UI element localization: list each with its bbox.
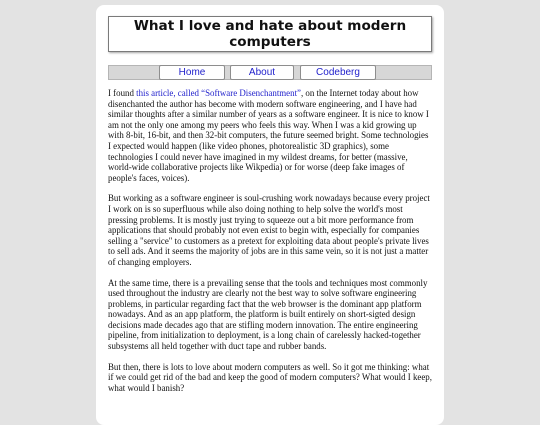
paragraph-1-rest: , on the Internet today about how disenchanted the author has become with modern software engineering, and I have had similar thoughts after a similar number of years as a software engineer. It is nice to know I am not the only one among my peers who feels this way. When I was a kid growing up with 8-bit, 16-bit, and then 32-bit computers, the future seemed bright. Some technologies I expected would happen (like video phones, photorealistic 3D graphics), some technologies I could never have imagined in my wildest dreams, for better (massive, world-wide collaborative projects like Wikpedia) or for worse (deep fake images of people's faces, voices). xyxy=(108,88,429,183)
paragraph-1-lead: I found xyxy=(108,88,137,98)
article-paragraph-4: But then, there is lots to love about modern computers as well. So it got me thinking: what if we could get rid of the bad and keep the good of modern computers? What would I keep, what would I banish? xyxy=(108,361,432,393)
article-paragraph-2: But working as a software engineer is soul-crushing work nowadays because every project I work on is so superfluous while also doing nothing to help solve the world's most pressing problems. It is mostly just trying to squeeze out a bit more performance from applications that should probably not even exist to begin with, especially for companies selling a "service" to customers as a pretext for exploiting data about people's private lives to sell ads. And it seems the majority of jobs are in this same vein, so it is not just a matter of changing employers. xyxy=(108,193,430,267)
software-disenchantment-link[interactable]: this article, called “Software Disenchantment” xyxy=(136,88,301,98)
nav-about-button[interactable]: About xyxy=(230,65,294,80)
page-title: What I love and hate about modern computers xyxy=(133,18,407,50)
nav-codeberg-button[interactable]: Codeberg xyxy=(300,65,376,80)
nav-bar xyxy=(108,65,432,80)
nav-home-button[interactable]: Home xyxy=(159,65,225,80)
title-box xyxy=(108,16,432,52)
article-paragraph-3: At the same time, there is a prevailing sense that the tools and techniques most commonly used throughout the industry are clearly not the best way to solve software engineering problems, in particular regarding fact that the web browser is the dominant app platform nowadays. And as an app platform, the platform is built entirely on short-sigted design decisions made decades ago that are stifling modern innovation. The entire engineering pipeline, from initialization to deployment, is a long chain of carelessly hacked-together subsystems all held together with duct tape and rubber bands. xyxy=(108,277,428,352)
article-content xyxy=(108,88,432,393)
page-card xyxy=(96,5,444,425)
article-paragraph-1 xyxy=(108,88,432,183)
